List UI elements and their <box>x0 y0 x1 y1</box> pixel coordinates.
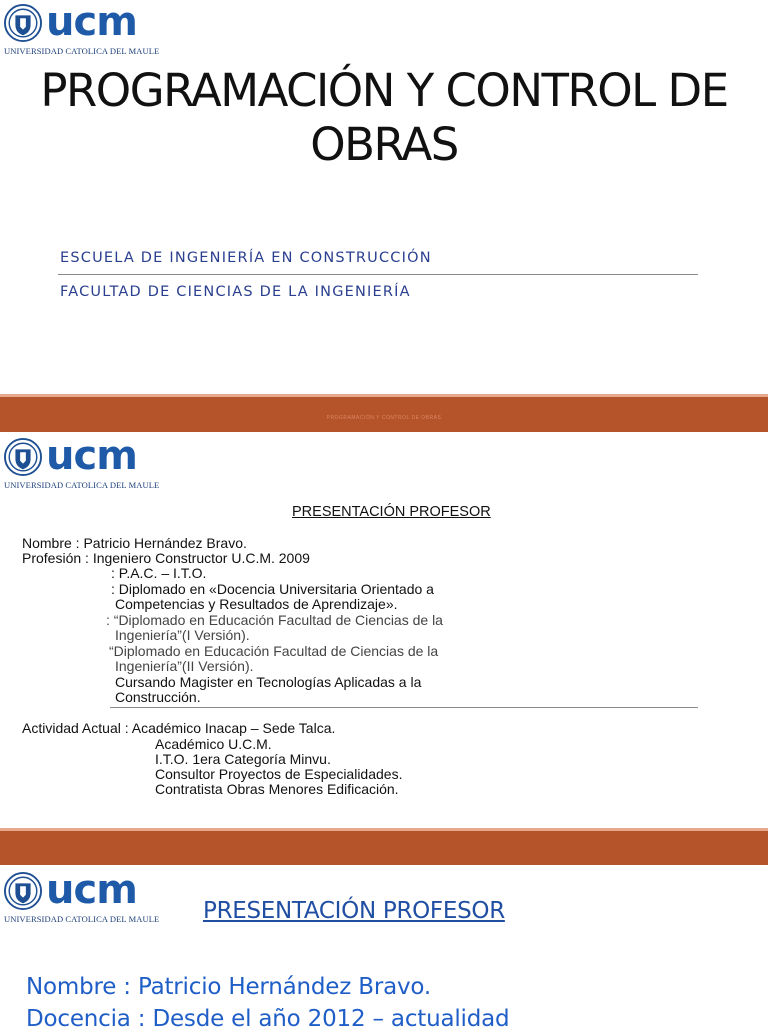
slide1-divider <box>58 274 698 275</box>
slide1-footer-text: PROGRAMACIÓN Y CONTROL DE OBRAS <box>326 415 442 421</box>
slide2-activity-line: Contratista Obras Menores Edificación. <box>155 781 399 797</box>
slide2-line: Construcción. <box>115 689 201 705</box>
university-seal-icon <box>4 4 42 42</box>
slide2-line: Profesión : Ingeniero Constructor U.C.M. 2009 <box>22 550 310 566</box>
slide1-title-line1: PROGRAMACIÓN Y CONTROL DE <box>40 64 728 117</box>
slide-divider-band <box>0 831 768 865</box>
slide1-title <box>0 64 768 172</box>
slide2-line: : Diplomado en «Docencia Universitaria Orientado a <box>111 581 434 597</box>
slide2-line: Ingeniería”(I Versión). <box>115 627 250 643</box>
slide2-line: : “Diplomado en Educación Facultad de Ciencias de la <box>106 612 443 628</box>
slide2-line: Competencias y Resultados de Aprendizaje». <box>115 596 398 612</box>
slide1-title-line2: OBRAS <box>310 118 458 171</box>
logo-subtitle: UNIVERSIDAD CATOLICA DEL MAULE <box>4 480 160 490</box>
slide2-activity-line: Académico U.C.M. <box>155 736 272 752</box>
ucm-logo <box>2 433 162 496</box>
slide2-activity-line: Actividad Actual : Académico Inacap – Sede Talca. <box>22 720 336 736</box>
slide2-divider <box>110 707 698 708</box>
slide2-line: Ingeniería”(II Versión). <box>115 658 254 674</box>
slide2-heading: PRESENTACIÓN PROFESOR <box>292 504 491 520</box>
logo-wordmark: ucm <box>46 433 137 479</box>
slide3-heading: PRESENTACIÓN PROFESOR <box>203 898 505 924</box>
slide1-faculty: FACULTAD DE CIENCIAS DE LA INGENIERÍA <box>60 284 411 300</box>
ucm-logo <box>2 2 162 62</box>
ucm-logo <box>2 867 162 930</box>
slide2-activity-line: Consultor Proyectos de Especialidades. <box>155 766 403 782</box>
logo-wordmark: ucm <box>46 0 137 45</box>
slide2-activity-line: I.T.O. 1era Categoría Minvu. <box>155 751 331 767</box>
slide2-line: Cursando Magister en Tecnologías Aplicadas a la <box>115 674 422 690</box>
university-seal-icon <box>4 872 42 910</box>
slide2-line: : P.A.C. – I.T.O. <box>111 565 207 581</box>
slide3-name-line: Nombre : Patricio Hernández Bravo. <box>26 974 431 1000</box>
logo-subtitle: UNIVERSIDAD CATOLICA DEL MAULE <box>4 46 160 56</box>
slide2-line: Nombre : Patricio Hernández Bravo. <box>22 535 247 551</box>
university-seal-icon <box>4 438 42 476</box>
logo-wordmark: ucm <box>46 867 137 913</box>
slide3-teaching-line: Docencia : Desde el año 2012 – actualidad <box>26 1006 510 1032</box>
slide2-line: “Diplomado en Educación Facultad de Ciencias de la <box>109 643 439 659</box>
slide1-school: ESCUELA DE INGENIERÍA EN CONSTRUCCIÓN <box>60 250 432 266</box>
logo-subtitle: UNIVERSIDAD CATOLICA DEL MAULE <box>4 914 160 924</box>
